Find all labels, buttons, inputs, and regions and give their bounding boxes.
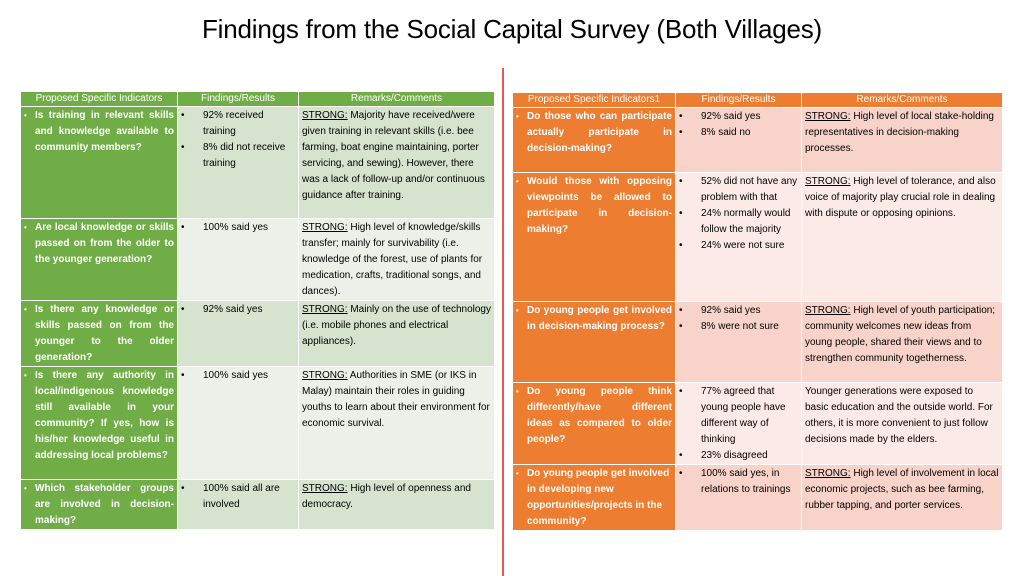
indicator-text: Is training in relevant skills and knowledge available to community members? [35,110,174,153]
list-item: • 24% normally would follow the majority [679,206,798,238]
remark-text: High level of local stake-holding representatives in decision-making processes. [805,111,994,154]
remark-text: High level of tolerance, and also voice of majority play crucial role in dealing with dispute or opposing opinions. [805,176,996,219]
bullet-icon: • [181,304,185,315]
list-item: • 100% said yes [181,368,295,384]
list-item: • 92% said yes [181,302,295,318]
slide-title: Findings from the Social Capital Survey (Both Villages) [201,14,823,44]
remark-text: Authorities in SME (or IKS in Malay) maintain their roles in guiding youths to learn about their environment for economic survival. [302,370,490,429]
header-findings: Findings/Results [676,93,802,108]
left-findings-table [20,91,495,530]
findings-cell [676,173,802,302]
strong-label: STRONG: [805,111,851,122]
table-row [21,301,495,367]
remarks-cell [802,302,1003,383]
remark-text: High level of knowledge/skills transfer; mainly for survivability (i.e. knowledge of the forest, use of plants for medication, crafts, traditional songs, and dances). [302,222,483,297]
list-item: • 92% said yes [679,303,798,319]
bullet-icon: • [679,305,683,316]
table-row [513,108,1003,173]
remarks-cell [299,219,495,301]
indicator-text: Do young people think differently/have different ideas as compared to older people? [527,386,672,445]
strong-label: STRONG: [302,370,348,381]
indicator-cell [21,219,178,301]
findings-cell [178,219,299,301]
indicator-text: Would those with opposing viewpoints be allowed to participate in decision-making? [527,176,672,235]
findings-cell [676,383,802,465]
indicator-text: Is there any authority in local/indigenous knowledge still available in your community? If yes, how is his/her knowledge useful in addressing local problems? [35,370,174,461]
indicator-text: Which stakeholder groups are involved in decision-making? [35,483,174,526]
findings-cell [676,465,802,531]
bullet-icon: • [516,306,519,315]
bullet-icon: • [679,208,683,219]
table-row [513,465,1003,531]
table-row [21,367,495,480]
table-row [513,173,1003,302]
indicator-text: Do young people get involved in developing new opportunities/projects in the community? [527,468,670,527]
table-row [21,107,495,219]
list-item: • 23% disagreed [679,448,798,464]
bullet-icon: • [24,111,27,120]
list-item: • 92% said yes [679,109,798,125]
bullet-icon: • [516,112,519,121]
indicator-text: Do those who can participate actually participate in decision-making? [527,111,672,154]
bullet-icon: • [24,223,27,232]
remarks-cell [802,465,1003,531]
indicator-cell [21,301,178,367]
bullet-icon: • [181,142,185,153]
remark-text: High level of involvement in local economic projects, such as bee farming, rubber tapping, and porter services. [805,468,999,511]
header-remarks: Remarks/Comments [802,93,1003,108]
bullet-icon: • [679,321,683,332]
indicator-cell [513,465,676,531]
remarks-cell [299,367,495,480]
indicator-cell [21,107,178,219]
list-item: • 52% did not have any problem with that [679,174,798,206]
bullet-icon: • [679,111,683,122]
indicator-cell [513,173,676,302]
strong-label: STRONG: [805,305,851,316]
table-header-row [21,92,495,107]
list-item: • 8% were not sure [679,319,798,335]
list-item: • 8% said no [679,125,798,141]
remark-text: Mainly on the use of technology (i.e. mobile phones and electrical appliances). [302,304,491,347]
bullet-icon: • [679,450,683,461]
bullet-icon: • [679,386,683,397]
bullet-icon: • [181,222,185,233]
bullet-icon: • [679,127,683,138]
vertical-divider [502,68,504,576]
list-item: • 77% agreed that young people have different way of thinking [679,384,798,448]
header-indicators: Proposed Specific Indicators1 [513,93,676,108]
header-findings: Findings/Results [178,92,299,107]
table-row [513,302,1003,383]
list-item: • 100% said yes, in relations to trainings [679,466,798,498]
remark-text: Younger generations were exposed to basic education and the outside world. For others, it is more convenient to just follow decisions made by the elders. [805,386,993,445]
remarks-cell [802,383,1003,465]
table-row [21,480,495,530]
bullet-icon: • [24,305,27,314]
strong-label: STRONG: [805,468,851,479]
bullet-icon: • [181,483,185,494]
list-item: • 92% received training [181,108,295,140]
findings-cell [178,367,299,480]
indicator-cell [513,302,676,383]
bullet-icon: • [679,468,683,479]
table-header-row [513,93,1003,108]
strong-label: STRONG: [302,483,348,494]
strong-label: STRONG: [302,110,348,121]
right-findings-table [512,92,1003,531]
bullet-icon: • [516,469,519,478]
findings-cell [178,107,299,219]
indicator-text: Is there any knowledge or skills passed on from the younger to the older generation? [35,304,174,363]
remarks-cell [299,480,495,530]
remarks-cell [299,107,495,219]
list-item: • 8% did not receive training [181,140,295,172]
bullet-icon: • [516,387,519,396]
list-item: • 100% said yes [181,220,295,236]
remarks-cell [802,108,1003,173]
findings-cell [676,108,802,173]
table-row [21,219,495,301]
findings-cell [178,480,299,530]
table-row [513,383,1003,465]
bullet-icon: • [181,370,185,381]
indicator-text: Are local knowledge or skills passed on from the older to the younger generation? [35,222,174,265]
bullet-icon: • [679,240,683,251]
list-item: • 24% were not sure [679,238,798,254]
indicator-text: Do young people get involved in decision-making process? [527,305,672,332]
list-item: • 100% said all are involved [181,481,295,513]
bullet-icon: • [24,484,27,493]
findings-cell [178,301,299,367]
header-remarks: Remarks/Comments [299,92,495,107]
indicator-cell [21,367,178,480]
indicator-cell [513,108,676,173]
remark-text: High level of openness and democracy. [302,483,471,510]
indicator-cell [513,383,676,465]
remark-text: High level of youth participation; community welcomes new ideas from young people, shared their views and to strengthen community togetherness. [805,305,996,364]
indicator-cell [21,480,178,530]
strong-label: STRONG: [302,222,348,233]
bullet-icon: • [679,176,683,187]
strong-label: STRONG: [805,176,851,187]
bullet-icon: • [24,371,27,380]
bullet-icon: • [181,110,185,121]
remarks-cell [299,301,495,367]
remarks-cell [802,173,1003,302]
header-indicators: Proposed Specific Indicators [21,92,178,107]
findings-cell [676,302,802,383]
strong-label: STRONG: [302,304,348,315]
remark-text: Majority have received/were given training in relevant skills (i.e. bee farming, boat engine maintaining, porter servicing, and sewing). However, there was a lack of follow-up and/or continuous guidance after training. [302,110,485,201]
bullet-icon: • [516,177,519,186]
